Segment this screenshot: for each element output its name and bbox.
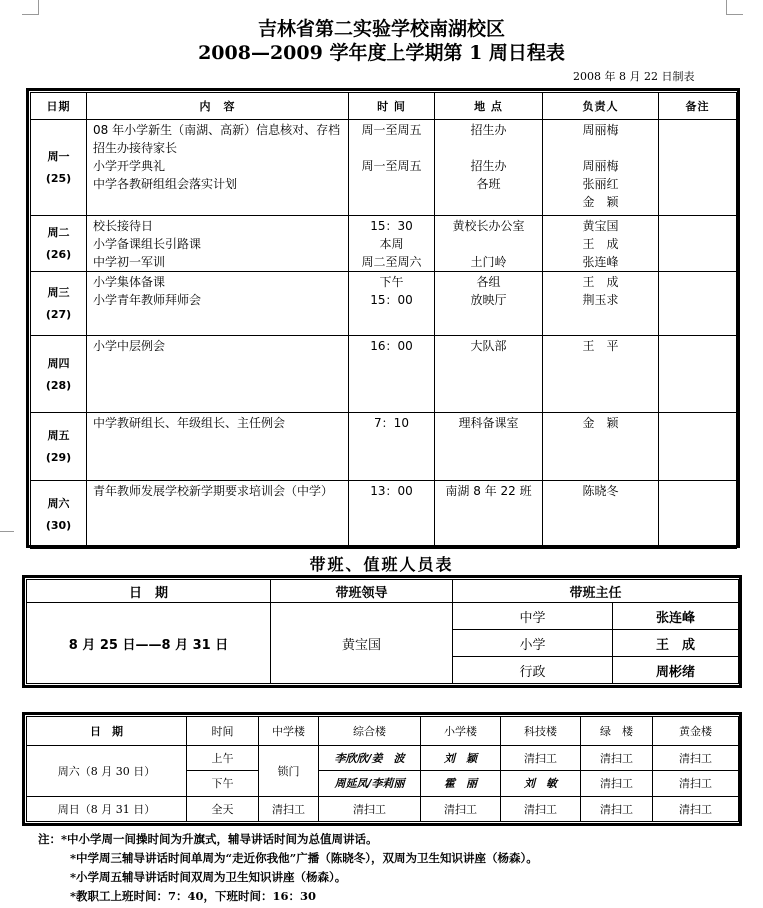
content-line: 校长接待日 (93, 219, 154, 233)
content-line: 小学开学典礼 (93, 159, 166, 173)
content-line: 青年教师发展学校新学期要求培训会（中学） (93, 484, 334, 498)
header-owner: 负责人 (543, 93, 659, 120)
owner-line: 黄宝国 (582, 219, 619, 233)
owner-cell (543, 216, 659, 272)
duty-name: 张连峰 (613, 603, 739, 630)
schedule-title: 2008—2009 学年度上学期第 1 周日程表 (198, 42, 565, 64)
time-line: 13：00 (370, 484, 413, 498)
day-label: 周一 (47, 150, 70, 163)
made-date: 2008 年 8 月 22 日制表 (573, 70, 695, 83)
header-place: 地 点 (435, 93, 543, 120)
note-cell (659, 336, 737, 413)
day-date: (25) (45, 172, 72, 185)
header-content: 内 容 (87, 93, 349, 120)
note-line: *小学周五辅导讲话时间双周为卫生知识讲座（杨森）。 (70, 870, 347, 884)
clean-time: 全天 (187, 796, 259, 821)
clean-huangjin: 清扫工 (653, 771, 739, 796)
note-line (38, 830, 538, 849)
duty-name: 周彬绪 (613, 657, 739, 684)
owner-cell (543, 481, 659, 549)
content-cell (87, 120, 349, 216)
crop-mark-top-left (22, 0, 39, 15)
owner-line: 陈晓冬 (582, 484, 619, 498)
owner-line: 王 平 (582, 339, 619, 353)
place-line: 南湖 8 年 22 班 (445, 484, 532, 498)
place-cell (435, 120, 543, 216)
table-row (31, 336, 737, 413)
day-label: 周四 (47, 356, 70, 370)
place-line: 招生办 (470, 123, 507, 137)
owner-line: 张丽红 (582, 177, 619, 191)
clean-header: 科技楼 (501, 717, 581, 746)
day-cell (31, 272, 87, 336)
day-date: (29) (45, 451, 72, 464)
time-cell (349, 413, 435, 481)
time-line: 周一至周五 (361, 123, 422, 137)
owner-line: 张连峰 (582, 255, 619, 269)
time-cell (349, 272, 435, 336)
table-row (31, 413, 737, 481)
clean-zonghe: 清扫工 (319, 796, 421, 821)
owner-cell (543, 120, 659, 216)
owner-line: 王 成 (582, 237, 619, 251)
time-line: 15：30 (370, 219, 413, 233)
owner-line: 王 成 (582, 275, 619, 289)
table-row (31, 272, 737, 336)
day-label: 周二 (47, 226, 70, 239)
clean-header: 小学楼 (421, 717, 501, 746)
content-line: 小学中层例会 (93, 339, 166, 353)
clean-time: 下午 (187, 771, 259, 796)
time-line: 15：00 (370, 293, 413, 307)
clean-xiaoxue: 刘 颖 (421, 746, 501, 771)
duty-leader: 黄宝国 (271, 603, 453, 684)
time-line: 周一至周五 (361, 159, 422, 173)
clean-header: 中学楼 (259, 717, 319, 746)
owner-cell (543, 413, 659, 481)
day-date: (26) (45, 248, 72, 261)
clean-huangjin: 清扫工 (653, 796, 739, 821)
day-cell (31, 120, 87, 216)
duty-name: 王 成 (613, 630, 739, 657)
clean-header: 综合楼 (319, 717, 421, 746)
owner-cell (543, 272, 659, 336)
owner-line: 荆玉求 (582, 293, 619, 307)
school-name: 吉林省第二实验学校南湖校区 (257, 18, 505, 40)
note-cell (659, 216, 737, 272)
place-cell (435, 481, 543, 549)
day-cell (31, 413, 87, 481)
duty-header-teacher: 带班主任 (453, 580, 739, 603)
time-line: 7：10 (374, 416, 409, 430)
place-line: 黄校长办公室 (452, 219, 525, 233)
clean-lv: 清扫工 (581, 771, 653, 796)
clean-zhongxue: 清扫工 (259, 796, 319, 821)
time-line: 周二至周六 (361, 255, 422, 269)
duty-table-title: 带班、值班人员表 (309, 555, 454, 574)
day-cell (31, 216, 87, 272)
owner-line: 金 颖 (582, 416, 619, 430)
cleaning-row (27, 796, 739, 821)
clean-zonghe: 李欣欣/姜 波 (319, 746, 421, 771)
place-cell (435, 216, 543, 272)
schedule-header-row (31, 93, 737, 120)
table-row (31, 120, 737, 216)
place-line: 各班 (476, 177, 501, 191)
content-cell (87, 272, 349, 336)
duty-dept: 中学 (453, 603, 613, 630)
clean-zonghe: 周延凤/李莉丽 (319, 771, 421, 796)
owner-line: 周丽梅 (582, 159, 619, 173)
place-line: 各组 (476, 275, 501, 289)
table-row (31, 216, 737, 272)
duty-header-leader: 带班领导 (271, 580, 453, 603)
place-line: 大队部 (470, 339, 507, 353)
time-cell (349, 481, 435, 549)
place-line: 土门岭 (470, 255, 507, 269)
time-cell (349, 120, 435, 216)
note-text: *中小学周一间操时间为升旗式，辅导讲话时间为总值周讲话。 (61, 832, 378, 846)
note-cell (659, 272, 737, 336)
clean-keji: 清扫工 (501, 746, 581, 771)
content-cell (87, 336, 349, 413)
day-date: (28) (45, 378, 72, 392)
content-line: 小学集体备课 (93, 275, 166, 289)
duty-date-range: 8 月 25 日——8 月 31 日 (27, 603, 271, 684)
owner-line: 周丽梅 (582, 123, 619, 137)
clean-header: 绿 楼 (581, 717, 653, 746)
time-line: 16：00 (370, 339, 413, 353)
clean-huangjin: 清扫工 (653, 746, 739, 771)
clean-header: 时间 (187, 717, 259, 746)
duty-header-row (27, 580, 739, 603)
crop-mark-left (0, 531, 14, 546)
clean-header: 日 期 (27, 717, 187, 746)
clean-zhongxue: 锁门 (259, 746, 319, 797)
note-cell (659, 120, 737, 216)
header-note: 备注 (659, 93, 737, 120)
content-cell (87, 481, 349, 549)
notes-prefix: 注： (38, 832, 61, 846)
time-line: 下午 (379, 275, 404, 289)
duty-dept: 小学 (453, 630, 613, 657)
place-cell (435, 336, 543, 413)
cleaning-roster-table (22, 712, 742, 826)
duty-header-date: 日 期 (27, 580, 271, 603)
owner-cell (543, 336, 659, 413)
content-line: 小学青年教师拜师会 (93, 293, 202, 307)
content-cell (87, 216, 349, 272)
content-line: 招生办接待家长 (93, 141, 178, 155)
clean-day: 周日（8 月 31 日） (27, 796, 187, 821)
note-cell (659, 413, 737, 481)
clean-lv: 清扫工 (581, 746, 653, 771)
clean-header: 黄金楼 (653, 717, 739, 746)
clean-keji: 清扫工 (501, 796, 581, 821)
time-cell (349, 216, 435, 272)
content-line: 中学初一军训 (93, 255, 166, 269)
note-cell (659, 481, 737, 549)
day-cell (31, 481, 87, 549)
content-line: 中学教研组长、年级组长、主任例会 (93, 416, 286, 430)
day-label: 周六 (47, 497, 70, 510)
table-row (31, 481, 737, 549)
content-line: 08 年小学新生（南湖、高新）信息核对、存档 (93, 123, 341, 137)
place-cell (435, 413, 543, 481)
content-line: 小学备课组长引路课 (93, 237, 202, 251)
weekly-schedule-table (26, 88, 740, 548)
time-line: 本周 (379, 237, 404, 251)
clean-xiaoxue: 霍 丽 (421, 771, 501, 796)
clean-keji: 刘 敏 (501, 771, 581, 796)
duty-roster-table (22, 575, 742, 688)
note-line: *中学周三辅导讲话时间单周为“走近你我他”广播（陈晓冬），双周为卫生知识讲座（杨森）。 (70, 851, 538, 865)
day-date: (27) (45, 308, 72, 321)
duty-row (27, 603, 739, 630)
day-label: 周五 (47, 429, 70, 442)
owner-line: 金 颖 (582, 195, 619, 209)
clean-lv: 清扫工 (581, 796, 653, 821)
place-line: 招生办 (470, 159, 507, 173)
time-cell (349, 336, 435, 413)
cleaning-header-row (27, 717, 739, 746)
note-line: *教职工上班时间：7：40，下班时间：16：30 (70, 889, 317, 903)
day-cell (31, 336, 87, 413)
clean-time: 上午 (187, 746, 259, 771)
header-date: 日期 (31, 93, 87, 120)
place-cell (435, 272, 543, 336)
place-line: 放映厅 (470, 293, 507, 307)
day-date: (30) (45, 519, 72, 532)
clean-day: 周六（8 月 30 日） (27, 746, 187, 797)
content-cell (87, 413, 349, 481)
header-time: 时 间 (349, 93, 435, 120)
duty-dept: 行政 (453, 657, 613, 684)
clean-xiaoxue: 清扫工 (421, 796, 501, 821)
crop-mark-top-right (726, 0, 743, 15)
place-line: 理科备课室 (458, 416, 519, 430)
content-line: 中学各教研组组会落实计划 (93, 177, 238, 191)
notes-section (38, 830, 538, 906)
cleaning-row (27, 746, 739, 771)
day-label: 周三 (47, 286, 70, 299)
